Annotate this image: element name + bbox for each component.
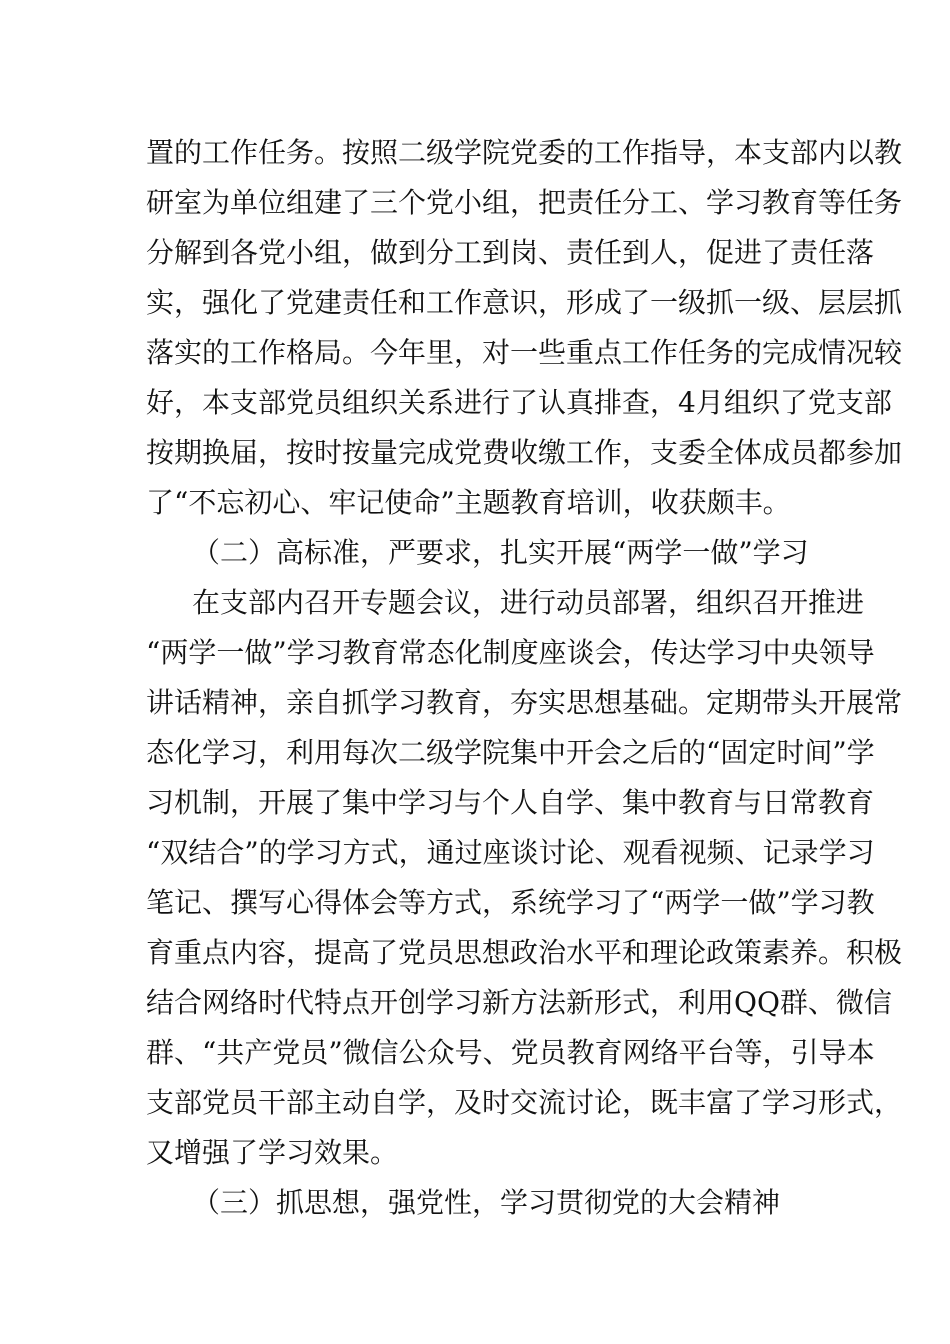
paragraph-line: 按期换届，按时按量完成党费收缴工作，支委全体成员都参加	[146, 436, 903, 469]
paragraph-line: 研室为单位组建了三个党小组，把责任分工、学习教育等任务	[146, 186, 903, 219]
section-heading: （二）高标准，严要求，扎实开展“两学一做”学习	[192, 536, 809, 569]
paragraph-line: “两学一做”学习教育常态化制度座谈会，传达学习中央领导	[146, 636, 875, 669]
paragraph-line: 笔记、撰写心得体会等方式，系统学习了“两学一做”学习教	[146, 886, 875, 919]
paragraph-line: 支部党员干部主动自学，及时交流讨论，既丰富了学习形式，	[146, 1086, 903, 1119]
paragraph-line: 态化学习，利用每次二级学院集中开会之后的“固定时间”学	[146, 736, 875, 769]
paragraph-line: 落实的工作格局。今年里，对一些重点工作任务的完成情况较	[146, 336, 903, 369]
paragraph-line: 讲话精神，亲自抓学习教育，夯实思想基础。定期带头开展常	[146, 686, 903, 719]
paragraph-line: 育重点内容，提高了党员思想政治水平和理论政策素养。积极	[146, 936, 903, 969]
paragraph-line: 实，强化了党建责任和工作意识，形成了一级抓一级、层层抓	[146, 286, 903, 319]
paragraph-line: 群、“共产党员”微信公众号、党员教育网络平台等，引导本	[146, 1036, 875, 1069]
paragraph-line: “双结合”的学习方式，通过座谈讨论、观看视频、记录学习	[146, 836, 875, 869]
section-heading: （三）抓思想，强党性，学习贯彻党的大会精神	[192, 1186, 781, 1219]
paragraph-line: 在支部内召开专题会议，进行动员部署，组织召开推进	[192, 586, 865, 619]
paragraph-line: 结合网络时代特点开创学习新方法新形式，利用QQ群、微信	[146, 986, 892, 1019]
paragraph-line: 又增强了学习效果。	[146, 1136, 399, 1169]
paragraph-line: 了“不忘初心、牢记使命”主题教育培训，收获颇丰。	[146, 486, 791, 519]
paragraph-line: 分解到各党小组，做到分工到岗、责任到人，促进了责任落	[146, 236, 875, 269]
paragraph-line: 好，本支部党员组织关系进行了认真排查，4月组织了党支部	[146, 386, 892, 419]
paragraph-line: 习机制，开展了集中学习与个人自学、集中教育与日常教育	[146, 786, 875, 819]
paragraph-line: 置的工作任务。按照二级学院党委的工作指导，本支部内以教	[146, 136, 903, 169]
